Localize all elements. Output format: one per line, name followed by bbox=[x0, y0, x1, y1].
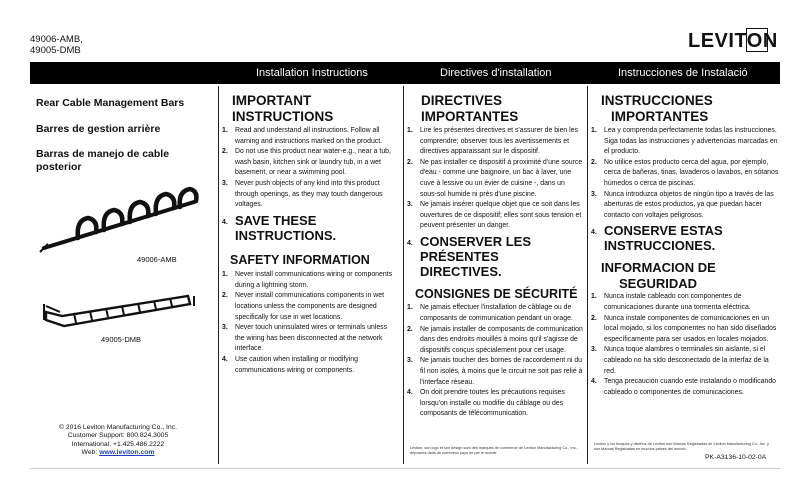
list-item: 2. Never install communications components in wet locations unless the components are designed specifically for use in wet locations. bbox=[222, 292, 384, 321]
model-number: 49005-DMB bbox=[30, 45, 81, 56]
heading-line: PRÉSENTES DIRECTIVES. bbox=[420, 248, 502, 279]
heading-line: IMPORTANTES bbox=[611, 108, 709, 124]
list-item: 2. Ne pas installer ce dispositif à proximité d'une source d'eau - comme une baignoire, un bac à laver, une cuve à lessive ou un évier de cuisine -, dans un sous-sol humide ni près d'une piscine. bbox=[407, 158, 583, 198]
heading-line: DIRECTIVES bbox=[421, 93, 503, 108]
banner-spanish: Instrucciones de Instalació bbox=[618, 67, 748, 79]
save-instructions-fr: 4. CONSERVER LES PRÉSENTES DIRECTIVES. bbox=[407, 234, 583, 279]
column-divider bbox=[587, 86, 588, 464]
list-item: 1. Never install communications wiring or components during a lightning storm. bbox=[222, 271, 393, 289]
list-item: 4. Use caution when installing or modifying communications wiring or components. bbox=[222, 356, 358, 374]
save-instructions-en: 4. SAVE THESE INSTRUCTIONS. bbox=[222, 213, 398, 243]
web-label: Web: bbox=[81, 449, 98, 457]
list-item: 3. Never push objects of any kind into this product through openings, as they may touch dangerous voltages. bbox=[222, 179, 383, 209]
product-title-es-line: Barras de manejo de cable bbox=[36, 148, 170, 160]
spanish-column bbox=[591, 93, 781, 398]
trademark-fine-print-es: Leviton y los bloques y diseños de Leviton son Marcas Registradas de Leviton Manufacturing Co., Inc. y son Marcas Registradas en muchos países del mundo. bbox=[594, 442, 769, 451]
column-divider bbox=[403, 86, 404, 464]
safety-list-es bbox=[591, 292, 781, 398]
heading-line: INSTRUCCIONES. bbox=[604, 238, 716, 254]
document-number: PK-A3136-10-02-0A bbox=[705, 454, 767, 461]
list-item: 1. Read and understand all instructions. Follow all warning and instructions marked on the product. bbox=[222, 127, 383, 145]
list-item: 3. Never touch uninsulated wires or terminals unless the wiring has been disconnected at the network interface. bbox=[222, 324, 388, 353]
product-title-fr: Barres de gestion arrière bbox=[36, 123, 161, 135]
safety-heading-fr: CONSIGNES DE SÉCURITÉ bbox=[415, 286, 578, 301]
list-item: 4. On doit prendre toutes les précautions requises lorsqu'on installe ou modifie du câblage ou des composants de télécommunication. bbox=[407, 389, 565, 418]
customer-support: Customer Support: 800.824.3005 bbox=[67, 432, 169, 440]
amb-caption: 49006-AMB bbox=[137, 255, 177, 264]
model-numbers bbox=[30, 34, 83, 56]
important-heading-fr bbox=[407, 93, 583, 124]
web-line bbox=[30, 449, 206, 457]
title-banner bbox=[30, 62, 780, 84]
heading-line: CONSERVE ESTAS bbox=[604, 223, 723, 239]
list-item: 1. Nunca instale cableado con componentes de comunicaciones durante una tormenta eléctrica. bbox=[591, 293, 751, 311]
heading-line: INFORMACION DE bbox=[601, 260, 716, 276]
list-item: 3. Nunca toque alambres o terminales sin aislante, si el cableado no ha sido desconectado de la interfaz de la red. bbox=[591, 346, 769, 375]
french-column bbox=[407, 93, 583, 420]
heading-line: SAVE THESE bbox=[235, 212, 317, 228]
english-column bbox=[222, 93, 398, 376]
heading-line: INSTRUCTIONS bbox=[232, 108, 334, 124]
dmb-caption: 49005-DMB bbox=[101, 335, 142, 344]
list-item: 2. Ne jamais installer de composants de communication dans des endroits mouillés à moins qu'il s'agisse de dispositifs conçus spécialement pour cet usage. bbox=[407, 325, 583, 354]
model-number: 49006-AMB, bbox=[30, 34, 83, 45]
list-item: 3. Ne jamais toucher des bornes de raccordement ni du fil non isolés, à moins que le circuit ne soit pas relié à l'interface réseau. bbox=[407, 357, 583, 386]
list-item: 1. Lire les présentes directives et s'assurer de bien les comprendre; observer tous les avertissements et directives apparaissant sur le dispositif. bbox=[407, 127, 578, 156]
amb-product-image bbox=[38, 186, 208, 256]
website-link[interactable]: www.leviton.com bbox=[99, 449, 155, 457]
safety-heading-es bbox=[591, 260, 781, 291]
instruction-list-fr bbox=[407, 126, 583, 232]
list-item: 3. Ne jamais insérer quelque objet que ce soit dans les ouvertures de ce dispositif; elles sont sous tension et peuvent présenter un danger. bbox=[407, 201, 582, 230]
banner-french: Directives d'installation bbox=[440, 67, 552, 79]
heading-line: INSTRUCCIONES bbox=[601, 93, 713, 108]
list-item: 2. Do not use this product near water-e.g., near a tub, wash basin, kitchen sink or laundry tub, in a wet basement, or near a swimming pool. bbox=[222, 148, 391, 177]
list-item: 2. Nunca instale componentes de comunicaciones en un local mojado, si los componentes no han sido diseñados específicamente para ser usados en locales mojados. bbox=[591, 314, 777, 343]
column-divider bbox=[218, 86, 219, 464]
instruction-list-en bbox=[222, 126, 398, 211]
dmb-product-image bbox=[40, 290, 200, 334]
product-title-en: Rear Cable Management Bars bbox=[36, 97, 185, 109]
heading-line: IMPORTANTES bbox=[421, 108, 519, 124]
list-item: 2. No utilice estos producto cerca del agua, por ejemplo, cerca de bañeras, tinas, lavaderos o lavabos, en sótanos húmedos o cerca de piscinas. bbox=[591, 158, 779, 187]
international-phone: International: +1.425.486.2222 bbox=[71, 440, 165, 448]
heading-line: CONSERVER LES bbox=[420, 233, 532, 249]
list-item: 4. Tenga precaución cuando este instalando o modificando cableado o componentes de comunicaciones. bbox=[591, 378, 777, 396]
heading-line: SEGURIDAD bbox=[619, 275, 698, 291]
list-item: 1. Lea y comprenda perfectamente todas las instrucciones. Siga todas las instrucciones y advertencias marcadas en el producto. bbox=[591, 127, 778, 156]
heading-line: INSTRUCTIONS. bbox=[235, 227, 337, 243]
list-item: 3. Nunca introduzca objetos de ningún tipo a través de las aberturas de estos productos, ya que puedan hacer contacto con voltajes peligrosos. bbox=[591, 190, 774, 219]
bottom-rule bbox=[30, 468, 780, 469]
product-title-es-line: posterior bbox=[36, 161, 82, 173]
heading-line: IMPORTANT bbox=[232, 93, 312, 108]
safety-list-en bbox=[222, 270, 398, 376]
safety-list-fr bbox=[407, 303, 583, 420]
important-heading-es bbox=[591, 93, 781, 124]
important-heading-en bbox=[222, 93, 398, 124]
list-item: 1. Ne jamais effectuer l'installation de câblage ou de composants de communication pendant un orage. bbox=[407, 304, 573, 323]
leviton-logo bbox=[688, 28, 776, 52]
company-footer bbox=[30, 424, 206, 458]
banner-english: Installation Instructions bbox=[256, 67, 368, 79]
save-instructions-es: 4. CONSERVE ESTAS INSTRUCCIONES. bbox=[591, 223, 781, 253]
safety-heading-en: SAFETY INFORMATION bbox=[230, 252, 370, 267]
product-title-es bbox=[36, 148, 169, 174]
instruction-list-es bbox=[591, 126, 781, 221]
logo-text: LEVITON bbox=[688, 30, 778, 52]
trademark-fine-print-fr: Leviton, son logo et son design sont des marques de commerce de Leviton Manufacturing Co., Inc., déposées dans de nombreux pays de par le monde. bbox=[410, 446, 578, 455]
copyright: © 2016 Leviton Manufacturing Co., Inc. bbox=[59, 424, 177, 431]
